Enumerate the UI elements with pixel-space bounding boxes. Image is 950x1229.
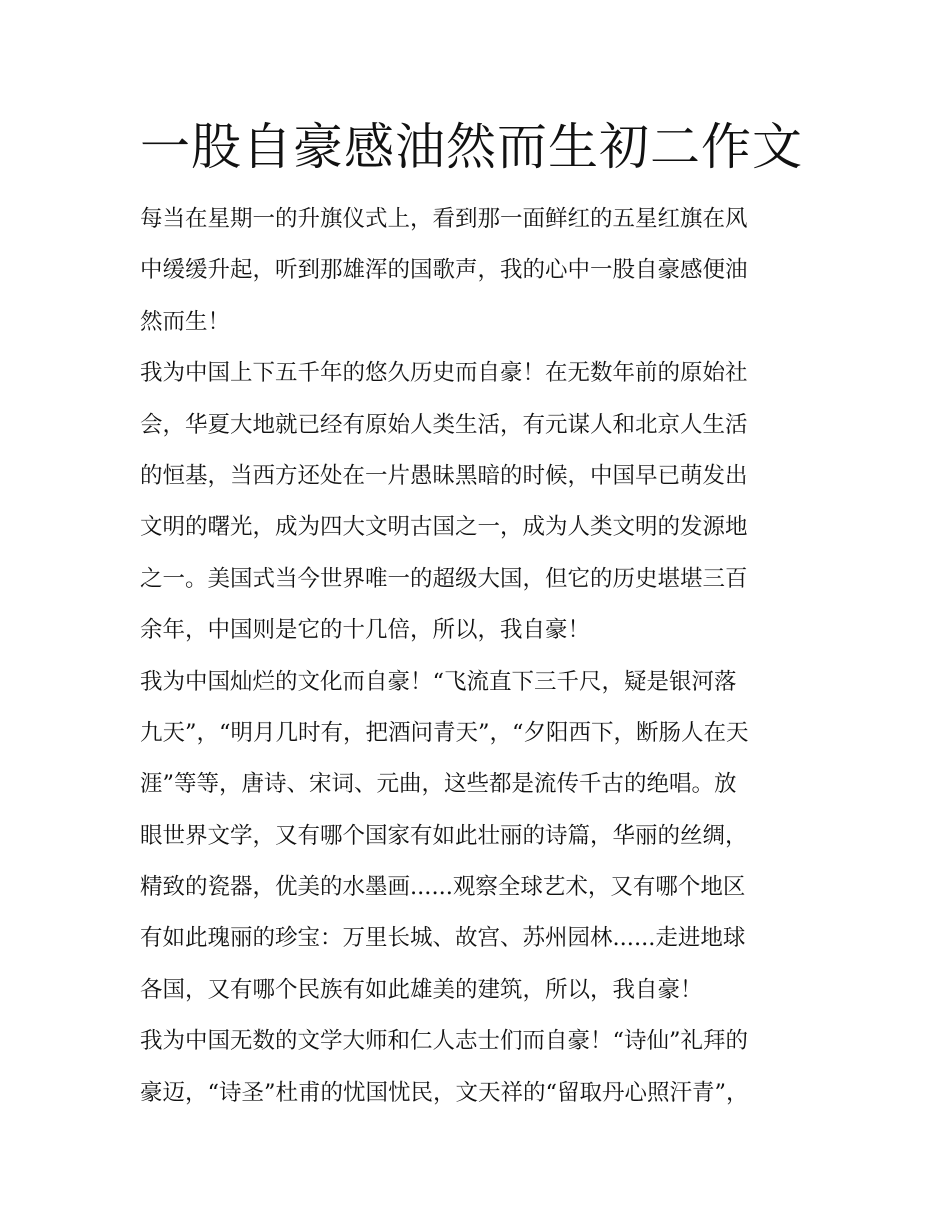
text-line: 涯”等等，唐诗、宋词、元曲，这些都是流传千古的绝唱。放 [140, 771, 737, 798]
document-title: 一股自豪感油然而生初二作文 [140, 118, 803, 176]
text-line: 文明的曙光，成为四大文明古国之一，成为人类文明的发源地 [140, 514, 748, 541]
text-line: 余年，中国则是它的十几倍，所以，我自豪！ [140, 617, 591, 644]
text-line: 九天”，“明月几时有，把酒问青天”，“夕阳西下，断肠人在天 [140, 719, 749, 746]
text-line: 中缓缓升起，听到那雄浑的国歌声，我的心中一股自豪感便油 [140, 257, 748, 284]
text-line: 各国，又有哪个民族有如此雄美的建筑，所以，我自豪！ [140, 976, 703, 1003]
text-line: 会，华夏大地就已经有原始人类生活，有元谋人和北京人生活 [140, 411, 748, 438]
text-line: 我为中国上下五千年的悠久历史而自豪！在无数年前的原始社 [140, 360, 748, 387]
text-line: 有如此瑰丽的珍宝：万里长城、故宫、苏州园林......走进地球 [140, 925, 746, 952]
text-line: 然而生！ [140, 308, 231, 335]
text-line: 之一。美国式当今世界唯一的超级大国，但它的历史堪堪三百 [140, 565, 748, 592]
essay-body [140, 194, 812, 1119]
text-line: 精致的瓷器，优美的水墨画......观察全球艺术，又有哪个地区 [140, 874, 746, 901]
text-line: 我为中国无数的文学大师和仁人志士们而自豪！“诗仙”礼拜的 [140, 1028, 749, 1055]
text-line: 每当在星期一的升旗仪式上，看到那一面鲜红的五星红旗在风 [140, 206, 748, 232]
text-line: 我为中国灿烂的文化而自豪！“飞流直下三千尺，疑是银河落 [140, 668, 737, 695]
text-line: 眼世界文学，又有哪个国家有如此壮丽的诗篇，华丽的丝绸， [140, 822, 748, 849]
text-line: 的恒基，当西方还处在一片愚昧黑暗的时候，中国早已萌发出 [140, 462, 748, 489]
text-line: 豪迈，“诗圣”杜甫的忧国忧民，文天祥的“留取丹心照汗青”， [140, 1079, 749, 1106]
